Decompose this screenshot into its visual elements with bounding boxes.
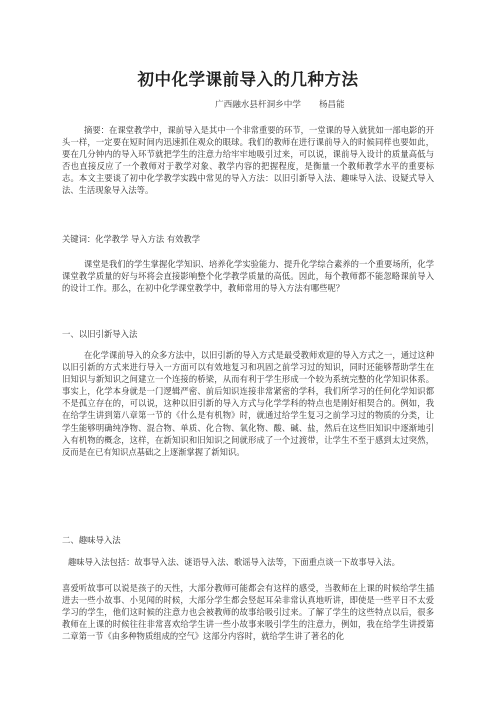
author-name: 杨昌能 bbox=[318, 100, 345, 110]
intro-paragraph: 课堂是我们的学生掌握化学知识、培养化学实验能力、提升化学综合素养的一个重要场所，化学课堂教学质量的好与坏将会直接影响整个化学教学质量的高低。因此，每个教师都不能忽略课前导入的设计工作。那么，在初中化学课堂教学中，教师常用的导入方法有哪些呢？ bbox=[62, 259, 434, 294]
section-heading-1: 一、以旧引新导入法 bbox=[62, 329, 138, 339]
section-heading-2: 二、趣味导入法 bbox=[62, 535, 121, 545]
page-title: 初中化学课前导入的几种方法 bbox=[137, 70, 359, 89]
section-2-paragraph-2: 喜爱听故事可以说是孩子的天性，大部分教师可能都会有这样的感受，当教师在上课的时候给学生插进去一些小故事、小见闻的时候，大部分学生都会竖起耳朵非常认真地听讲，即使是一些平日不太爱学习的学生，他们这时候的注意力也会被教师的故事给吸引过来。了解了学生的这些特点以后，很多教师在上课的时候往往非常喜欢给学生讲一些小故事来吸引学生的注意力，例如，我在给学生讲授第二章第一节《由多种物质组成的空气》这部分内容时，就给学生讲了著名的化 bbox=[62, 583, 434, 642]
abstract-paragraph: 摘要：在课堂教学中，课前导入是其中一个非常重要的环节，一堂课的导入就犹如一部电影的开头一样，一定要在短时间内迅速抓住观众的眼球。我们的教师在进行课前导入的时候同样也要如此，要在几分钟内的导入环节就把学生的注意力给牢牢地吸引过来，可以说，课前导入设计的质量高低与否也直接反应了一个教师对于教学对象、教学内容的把握程度，是衡量一个教师教学水平的重要标志。本文主要谈了初中化学教学实践中常见的导入方法：以旧引新导入法、趣味导入法、设疑式导入法、生活现象导入法等。 bbox=[62, 125, 434, 196]
author-line bbox=[215, 98, 345, 110]
keywords-line: 关键词：化学教学 导入方法 有效教学 bbox=[62, 234, 201, 244]
author-affiliation: 广西融水县杆洞乡中学 bbox=[215, 100, 301, 110]
section-1-paragraph: 在化学课前导入的众多方法中，以旧引新的导入方式是最受教师欢迎的导入方式之一，通过这种以旧引新的方式来进行导入一方面可以有效地复习和巩固之前学习过的知识，同时还能够帮助学生在旧知识与新知识之间建立一个连接的桥梁，从而有利于学生形成一个较为系统完整的化学知识体系。事实上，化学本身就是一门逻辑严密、前后知识连接非常紧密的学科，我们所学习的任何化学知识都不是孤立存在的，可以说，这种以旧引新的导入方式与化学学科的特点也是刚好相契合的。例如，我在给学生讲到第八章第一节的《什么是有机物》时，就通过给学生复习之前学习过的物质的分类，让学生能够明确纯净物、混合物、单质、化合物、氧化物、酸、碱、盐，然后在这些旧知识中逐渐地引入有机物的概念，这样，在新知识和旧知识之间就形成了一个过渡带，让学生不至于感到太过突然，反而是在已有知识点基础之上逐渐掌握了新知识。 bbox=[62, 350, 434, 457]
section-2-paragraph-1: 趣味导入法包括：故事导入法、谜语导入法、歌谣导入法等，下面重点谈一下故事导入法。 bbox=[68, 557, 400, 567]
